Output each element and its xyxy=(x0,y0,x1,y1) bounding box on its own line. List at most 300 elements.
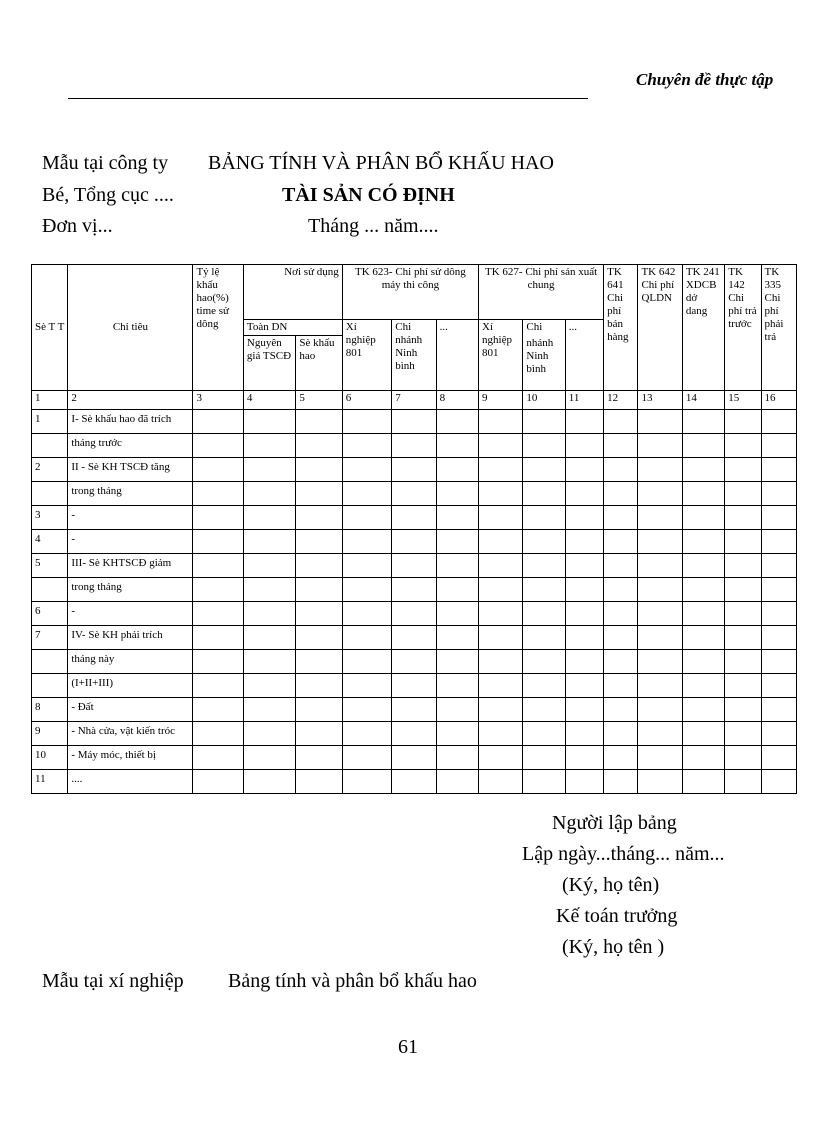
empty-cell xyxy=(296,578,342,602)
empty-cell xyxy=(436,458,478,482)
row-number-cell: 7 xyxy=(32,626,68,650)
empty-cell xyxy=(682,578,724,602)
row-number-cell: 9 xyxy=(32,722,68,746)
empty-cell xyxy=(243,530,295,554)
row-label-cell: - xyxy=(68,506,193,530)
empty-cell xyxy=(604,698,638,722)
empty-cell xyxy=(725,482,761,506)
empty-cell xyxy=(604,578,638,602)
empty-cell xyxy=(725,578,761,602)
table-row xyxy=(32,482,797,506)
table-row xyxy=(32,722,797,746)
empty-cell xyxy=(479,506,523,530)
empty-cell xyxy=(604,770,638,794)
empty-cell xyxy=(243,458,295,482)
empty-cell xyxy=(523,554,565,578)
empty-cell xyxy=(638,530,682,554)
empty-cell xyxy=(565,578,603,602)
table-title-line2: TÀI SẢN CÓ ĐỊNH xyxy=(282,184,455,206)
empty-cell xyxy=(725,530,761,554)
empty-cell xyxy=(436,554,478,578)
empty-cell xyxy=(193,650,243,674)
empty-cell xyxy=(565,746,603,770)
empty-cell xyxy=(392,578,436,602)
empty-cell xyxy=(604,674,638,698)
empty-cell xyxy=(243,650,295,674)
empty-cell xyxy=(682,698,724,722)
empty-cell xyxy=(638,722,682,746)
header-nguyen-gia: Nguyên giá TSCĐ xyxy=(243,336,295,391)
header-row-1 xyxy=(32,265,797,320)
row-number-cell xyxy=(32,434,68,458)
empty-cell xyxy=(565,458,603,482)
empty-cell xyxy=(761,578,796,602)
intro-company-label: Mẫu tại công ty xyxy=(42,152,169,174)
empty-cell xyxy=(682,770,724,794)
empty-cell xyxy=(342,482,391,506)
table-row xyxy=(32,458,797,482)
row-label-cell: - xyxy=(68,602,193,626)
empty-cell xyxy=(725,554,761,578)
empty-cell xyxy=(479,602,523,626)
empty-cell xyxy=(479,458,523,482)
empty-cell xyxy=(604,746,638,770)
empty-cell xyxy=(604,650,638,674)
empty-cell xyxy=(523,602,565,626)
empty-cell xyxy=(523,458,565,482)
empty-cell xyxy=(296,674,342,698)
empty-cell xyxy=(638,698,682,722)
empty-cell xyxy=(193,482,243,506)
empty-cell xyxy=(682,602,724,626)
empty-cell xyxy=(638,410,682,434)
footer-table-title: Bảng tính và phân bổ khấu hao xyxy=(228,970,477,992)
empty-cell xyxy=(682,458,724,482)
header-xi-nghiep-801-a: Xí nghiệp 801 xyxy=(342,320,391,391)
empty-cell xyxy=(725,722,761,746)
empty-cell xyxy=(479,578,523,602)
empty-cell xyxy=(193,530,243,554)
empty-cell xyxy=(565,698,603,722)
empty-cell xyxy=(436,650,478,674)
empty-cell xyxy=(523,698,565,722)
empty-cell xyxy=(761,506,796,530)
empty-cell xyxy=(565,722,603,746)
empty-cell xyxy=(523,650,565,674)
header-dots-b: ... xyxy=(565,320,603,391)
empty-cell xyxy=(342,674,391,698)
empty-cell xyxy=(682,626,724,650)
row-label-cell: II - Sè KH TSCĐ tăng xyxy=(68,458,193,482)
column-number-cell: 2 xyxy=(68,391,193,410)
empty-cell xyxy=(193,698,243,722)
empty-cell xyxy=(523,506,565,530)
column-number-row xyxy=(32,391,797,410)
empty-cell xyxy=(296,602,342,626)
empty-cell xyxy=(296,650,342,674)
intro-ministry-label: Bé, Tổng cục .... xyxy=(42,184,174,206)
empty-cell xyxy=(296,626,342,650)
empty-cell xyxy=(392,434,436,458)
column-number-cell: 16 xyxy=(761,391,796,410)
empty-cell xyxy=(342,650,391,674)
empty-cell xyxy=(342,410,391,434)
row-label-cell: tháng trước xyxy=(68,434,193,458)
header-chi-nhanh-a: Chi nhánh Ninh bình xyxy=(392,320,436,391)
empty-cell xyxy=(479,674,523,698)
empty-cell xyxy=(565,482,603,506)
empty-cell xyxy=(725,602,761,626)
empty-cell xyxy=(604,602,638,626)
row-number-cell xyxy=(32,578,68,602)
empty-cell xyxy=(761,698,796,722)
column-number-cell: 6 xyxy=(342,391,391,410)
empty-cell xyxy=(479,650,523,674)
empty-cell xyxy=(725,746,761,770)
header-se-khau-hao: Sè khấu hao xyxy=(296,336,342,391)
row-label-cell: IV- Sè KH phải trích xyxy=(68,626,193,650)
header-noi-su-dung: Nơi sử dụng xyxy=(243,265,342,320)
row-label-cell: (I+II+III) xyxy=(68,674,193,698)
empty-cell xyxy=(193,626,243,650)
empty-cell xyxy=(342,530,391,554)
empty-cell xyxy=(243,554,295,578)
empty-cell xyxy=(342,554,391,578)
empty-cell xyxy=(296,554,342,578)
empty-cell xyxy=(342,698,391,722)
table-row xyxy=(32,650,797,674)
column-number-cell: 10 xyxy=(523,391,565,410)
empty-cell xyxy=(523,578,565,602)
empty-cell xyxy=(342,506,391,530)
empty-cell xyxy=(479,698,523,722)
table-row xyxy=(32,434,797,458)
header-tk142: TK 142 Chi phí trả trước xyxy=(725,265,761,391)
empty-cell xyxy=(523,482,565,506)
empty-cell xyxy=(392,410,436,434)
row-label-cell: .... xyxy=(68,770,193,794)
empty-cell xyxy=(193,410,243,434)
empty-cell xyxy=(725,698,761,722)
table-row xyxy=(32,674,797,698)
column-number-cell: 9 xyxy=(479,391,523,410)
empty-cell xyxy=(392,458,436,482)
table-period: Tháng ... năm.... xyxy=(308,215,439,237)
row-number-cell xyxy=(32,674,68,698)
empty-cell xyxy=(392,770,436,794)
empty-cell xyxy=(761,602,796,626)
empty-cell xyxy=(243,746,295,770)
empty-cell xyxy=(436,626,478,650)
empty-cell xyxy=(638,650,682,674)
empty-cell xyxy=(761,626,796,650)
empty-cell xyxy=(193,770,243,794)
empty-cell xyxy=(761,530,796,554)
column-number-cell: 1 xyxy=(32,391,68,410)
empty-cell xyxy=(523,746,565,770)
empty-cell xyxy=(392,722,436,746)
empty-cell xyxy=(193,434,243,458)
empty-cell xyxy=(392,674,436,698)
header-chi-tieu: Chỉ tiêu xyxy=(68,265,193,391)
empty-cell xyxy=(392,650,436,674)
column-number-cell: 4 xyxy=(243,391,295,410)
empty-cell xyxy=(682,650,724,674)
table-title-line1: BẢNG TÍNH VÀ PHÂN BỔ KHẤU HAO xyxy=(208,152,554,174)
empty-cell xyxy=(479,434,523,458)
empty-cell xyxy=(638,578,682,602)
empty-cell xyxy=(392,506,436,530)
empty-cell xyxy=(342,434,391,458)
empty-cell xyxy=(193,506,243,530)
empty-cell xyxy=(193,602,243,626)
empty-cell xyxy=(392,746,436,770)
header-tk623: TK 623- Chi phí sử dông máy thi công xyxy=(342,265,478,320)
empty-cell xyxy=(243,434,295,458)
signature-date: Lập ngày...tháng... năm... xyxy=(522,843,725,865)
row-number-cell xyxy=(32,650,68,674)
empty-cell xyxy=(342,770,391,794)
empty-cell xyxy=(761,722,796,746)
empty-cell xyxy=(392,554,436,578)
column-number-cell: 7 xyxy=(392,391,436,410)
empty-cell xyxy=(436,602,478,626)
empty-cell xyxy=(436,674,478,698)
row-number-cell: 10 xyxy=(32,746,68,770)
empty-cell xyxy=(296,722,342,746)
empty-cell xyxy=(604,482,638,506)
empty-cell xyxy=(392,626,436,650)
row-number-cell: 3 xyxy=(32,506,68,530)
footer-enterprise-label: Mẫu tại xí nghiệp xyxy=(42,970,184,992)
empty-cell xyxy=(296,530,342,554)
empty-cell xyxy=(479,746,523,770)
empty-cell xyxy=(565,674,603,698)
row-label-cell: - xyxy=(68,530,193,554)
empty-cell xyxy=(682,554,724,578)
empty-cell xyxy=(725,434,761,458)
header-chi-nhanh-b: nhánh Ninh bình xyxy=(523,336,565,391)
empty-cell xyxy=(725,410,761,434)
empty-cell xyxy=(725,770,761,794)
empty-cell xyxy=(243,602,295,626)
empty-cell xyxy=(243,626,295,650)
empty-cell xyxy=(479,482,523,506)
empty-cell xyxy=(604,434,638,458)
empty-cell xyxy=(193,554,243,578)
row-number-cell: 1 xyxy=(32,410,68,434)
empty-cell xyxy=(761,554,796,578)
empty-cell xyxy=(243,674,295,698)
empty-cell xyxy=(523,530,565,554)
table-row xyxy=(32,578,797,602)
empty-cell xyxy=(604,554,638,578)
signature-sign-name-1: (Ký, họ tên) xyxy=(562,874,660,896)
empty-cell xyxy=(479,530,523,554)
header-tk642: TK 642 Chi phí QLDN xyxy=(638,265,682,391)
empty-cell xyxy=(565,650,603,674)
column-number-cell: 5 xyxy=(296,391,342,410)
empty-cell xyxy=(193,674,243,698)
empty-cell xyxy=(725,650,761,674)
empty-cell xyxy=(725,626,761,650)
header-chi-b: Chi xyxy=(523,320,565,336)
empty-cell xyxy=(296,770,342,794)
header-toan-dn: Toàn DN xyxy=(243,320,342,336)
empty-cell xyxy=(342,626,391,650)
empty-cell xyxy=(193,746,243,770)
empty-cell xyxy=(682,674,724,698)
row-label-cell: III- Sè KHTSCĐ giảm xyxy=(68,554,193,578)
header-tk241: TK 241 XDCB dở dang xyxy=(682,265,724,391)
empty-cell xyxy=(342,458,391,482)
table-row xyxy=(32,770,797,794)
empty-cell xyxy=(243,410,295,434)
page-number: 61 xyxy=(398,1036,418,1058)
empty-cell xyxy=(761,458,796,482)
empty-cell xyxy=(436,482,478,506)
depreciation-table xyxy=(31,264,797,794)
empty-cell xyxy=(296,410,342,434)
empty-cell xyxy=(761,434,796,458)
empty-cell xyxy=(761,770,796,794)
empty-cell xyxy=(565,410,603,434)
table-body xyxy=(32,410,797,794)
row-number-cell: 6 xyxy=(32,602,68,626)
table-row xyxy=(32,746,797,770)
empty-cell xyxy=(682,482,724,506)
column-number-cell: 11 xyxy=(565,391,603,410)
empty-cell xyxy=(436,506,478,530)
empty-cell xyxy=(392,530,436,554)
empty-cell xyxy=(243,506,295,530)
empty-cell xyxy=(479,626,523,650)
empty-cell xyxy=(604,626,638,650)
empty-cell xyxy=(436,410,478,434)
empty-cell xyxy=(638,506,682,530)
signature-chief-accountant: Kế toán trưởng xyxy=(556,905,678,927)
empty-cell xyxy=(523,434,565,458)
empty-cell xyxy=(604,410,638,434)
row-number-cell xyxy=(32,482,68,506)
empty-cell xyxy=(638,770,682,794)
column-number-cell: 15 xyxy=(725,391,761,410)
empty-cell xyxy=(193,458,243,482)
row-label-cell: - Nhà cửa, vật kiến tróc xyxy=(68,722,193,746)
empty-cell xyxy=(523,722,565,746)
empty-cell xyxy=(638,602,682,626)
empty-cell xyxy=(342,722,391,746)
empty-cell xyxy=(243,722,295,746)
row-number-cell: 11 xyxy=(32,770,68,794)
empty-cell xyxy=(565,626,603,650)
empty-cell xyxy=(342,746,391,770)
empty-cell xyxy=(682,722,724,746)
empty-cell xyxy=(565,434,603,458)
empty-cell xyxy=(479,770,523,794)
empty-cell xyxy=(761,746,796,770)
empty-cell xyxy=(523,770,565,794)
column-number-cell: 3 xyxy=(193,391,243,410)
row-label-cell: I- Sè khấu hao đã trích xyxy=(68,410,193,434)
empty-cell xyxy=(479,722,523,746)
empty-cell xyxy=(436,530,478,554)
header-rule xyxy=(68,98,588,99)
empty-cell xyxy=(436,770,478,794)
empty-cell xyxy=(761,482,796,506)
empty-cell xyxy=(565,554,603,578)
empty-cell xyxy=(296,698,342,722)
empty-cell xyxy=(682,434,724,458)
empty-cell xyxy=(392,698,436,722)
header-ty-le: Tỷ lệ khấu hao(%) time sử dông xyxy=(193,265,243,391)
empty-cell xyxy=(604,506,638,530)
empty-cell xyxy=(296,434,342,458)
empty-cell xyxy=(682,530,724,554)
empty-cell xyxy=(296,746,342,770)
empty-cell xyxy=(761,674,796,698)
empty-cell xyxy=(436,722,478,746)
empty-cell xyxy=(523,626,565,650)
column-number-cell: 8 xyxy=(436,391,478,410)
empty-cell xyxy=(392,482,436,506)
empty-cell xyxy=(392,602,436,626)
column-number-cell: 13 xyxy=(638,391,682,410)
empty-cell xyxy=(296,482,342,506)
empty-cell xyxy=(523,674,565,698)
empty-cell xyxy=(761,650,796,674)
empty-cell xyxy=(436,434,478,458)
empty-cell xyxy=(436,746,478,770)
empty-cell xyxy=(565,506,603,530)
empty-cell xyxy=(243,698,295,722)
header-tk335: TK 335 Chi phí phải trả xyxy=(761,265,796,391)
column-number-cell: 12 xyxy=(604,391,638,410)
signature-sign-name-2: (Ký, họ tên ) xyxy=(562,936,665,958)
empty-cell xyxy=(342,578,391,602)
row-label-cell: - Máy móc, thiết bị xyxy=(68,746,193,770)
empty-cell xyxy=(604,530,638,554)
empty-cell xyxy=(725,458,761,482)
empty-cell xyxy=(436,698,478,722)
table-row xyxy=(32,410,797,434)
row-label-cell: trong tháng xyxy=(68,578,193,602)
column-number-cell: 14 xyxy=(682,391,724,410)
empty-cell xyxy=(243,770,295,794)
empty-cell xyxy=(342,602,391,626)
document-header-title: Chuyên đề thực tập xyxy=(636,70,774,89)
empty-cell xyxy=(479,410,523,434)
empty-cell xyxy=(725,506,761,530)
empty-cell xyxy=(565,770,603,794)
empty-cell xyxy=(725,674,761,698)
empty-cell xyxy=(565,530,603,554)
row-number-cell: 5 xyxy=(32,554,68,578)
empty-cell xyxy=(638,554,682,578)
empty-cell xyxy=(638,626,682,650)
row-number-cell: 8 xyxy=(32,698,68,722)
empty-cell xyxy=(638,746,682,770)
row-label-cell: - Đất xyxy=(68,698,193,722)
empty-cell xyxy=(193,722,243,746)
header-tk627: TK 627- Chi phí sản xuất chung xyxy=(479,265,604,320)
table-row xyxy=(32,530,797,554)
row-number-cell: 2 xyxy=(32,458,68,482)
empty-cell xyxy=(565,602,603,626)
header-xi-nghiep-801-b: Xí nghiệp 801 xyxy=(479,320,523,391)
empty-cell xyxy=(193,578,243,602)
empty-cell xyxy=(436,578,478,602)
